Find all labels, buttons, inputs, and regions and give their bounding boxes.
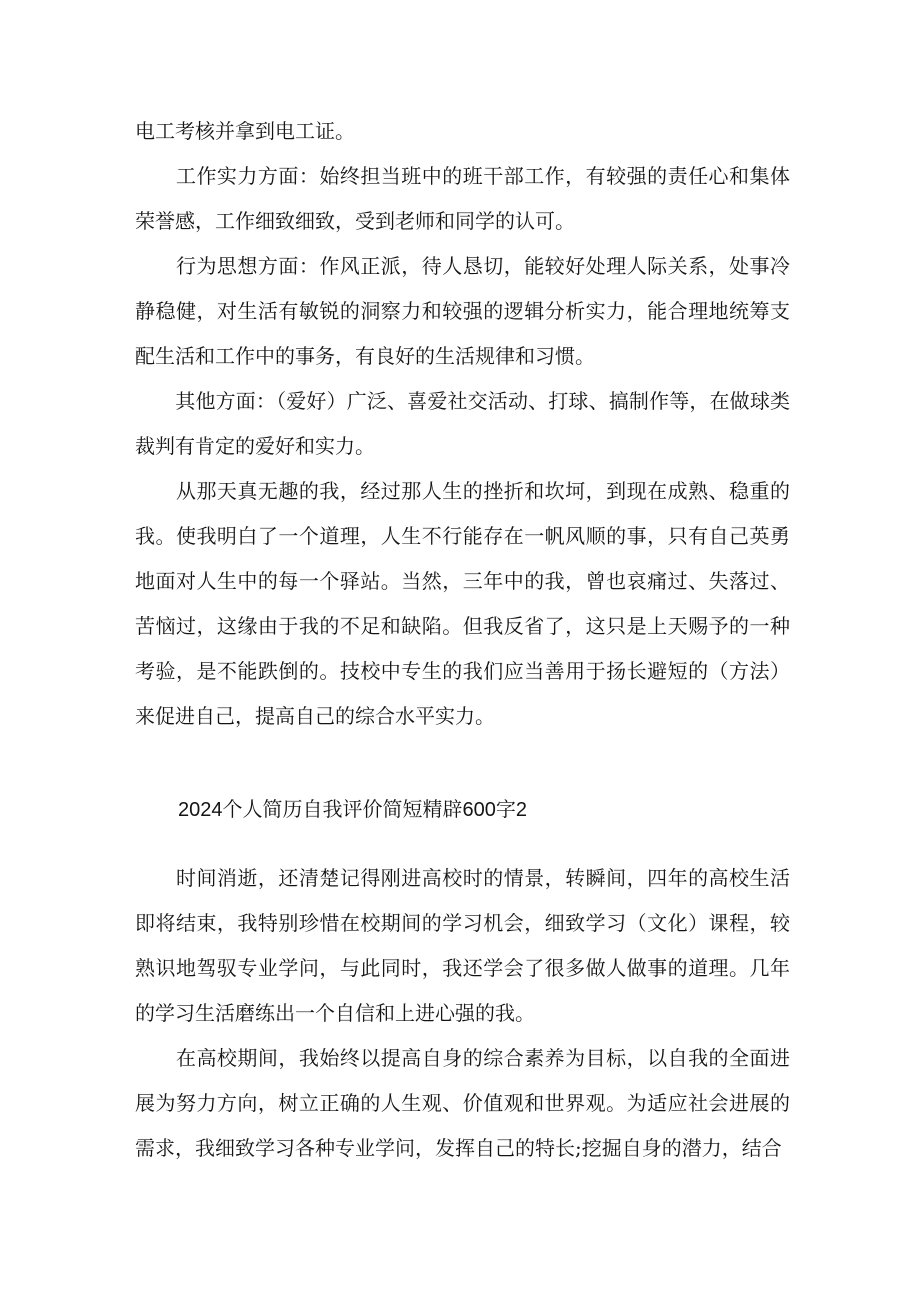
paragraph-5: 从那天真无趣的我，经过那人生的挫折和坎坷，到现在成熟、稳重的我。使我明白了一个道理，人生不行能存在一帆风顺的事，只有自己英勇地面对人生中的每一个驿站。当然，三年中的我，曾也哀痛过、失落过、苦恼过，这缘由于我的不足和缺陷。但我反省了，这只是上天赐予的一种考验，是不能跌倒的。技校中专生的我们应当善用于扬长避短的（方法）来促进自己，提高自己的综合水平实力。 [135, 479, 790, 728]
text-block-top [135, 109, 790, 739]
paragraph-6: 时间消逝，还清楚记得刚进高校时的情景，转瞬间，四年的高校生活即将结束，我特别珍惜在校期间的学习机会，细致学习（文化）课程，较熟识地驾驭专业学问，与此同时，我还学会了很多做人做事的道理。几年的学习生活磨练出一个自信和上进心强的我。 [135, 866, 790, 1025]
text-block-bottom [135, 856, 790, 1171]
section-heading: 2024个人简历自我评价简短精辟600字2 [178, 799, 527, 821]
paragraph-2: 工作实力方面：始终担当班中的班干部工作，有较强的责任心和集体荣誉感，工作细致细致，受到老师和同学的认可。 [135, 164, 790, 233]
paragraph-3: 行为思想方面：作风正派，待人恳切，能较好处理人际关系，处事冷静稳健，对生活有敏锐的洞察力和较强的逻辑分析实力，能合理地统筹支配生活和工作中的事务，有良好的生活规律和习惯。 [135, 254, 790, 368]
paragraph-4: 其他方面：（爱好）广泛、喜爱社交活动、打球、搞制作等，在做球类裁判有肯定的爱好和实力。 [135, 389, 790, 458]
paragraph-7: 在高校期间，我始终以提高自身的综合素养为目标，以自我的全面进展为努力方向，树立正确的人生观、价值观和世界观。为适应社会进展的需求，我细致学习各种专业学问，发挥自己的特长;挖掘自身的潜力，结合 [135, 1046, 790, 1160]
paragraph-1: 电工考核并拿到电工证。 [135, 119, 355, 143]
section-heading-block [178, 788, 778, 833]
